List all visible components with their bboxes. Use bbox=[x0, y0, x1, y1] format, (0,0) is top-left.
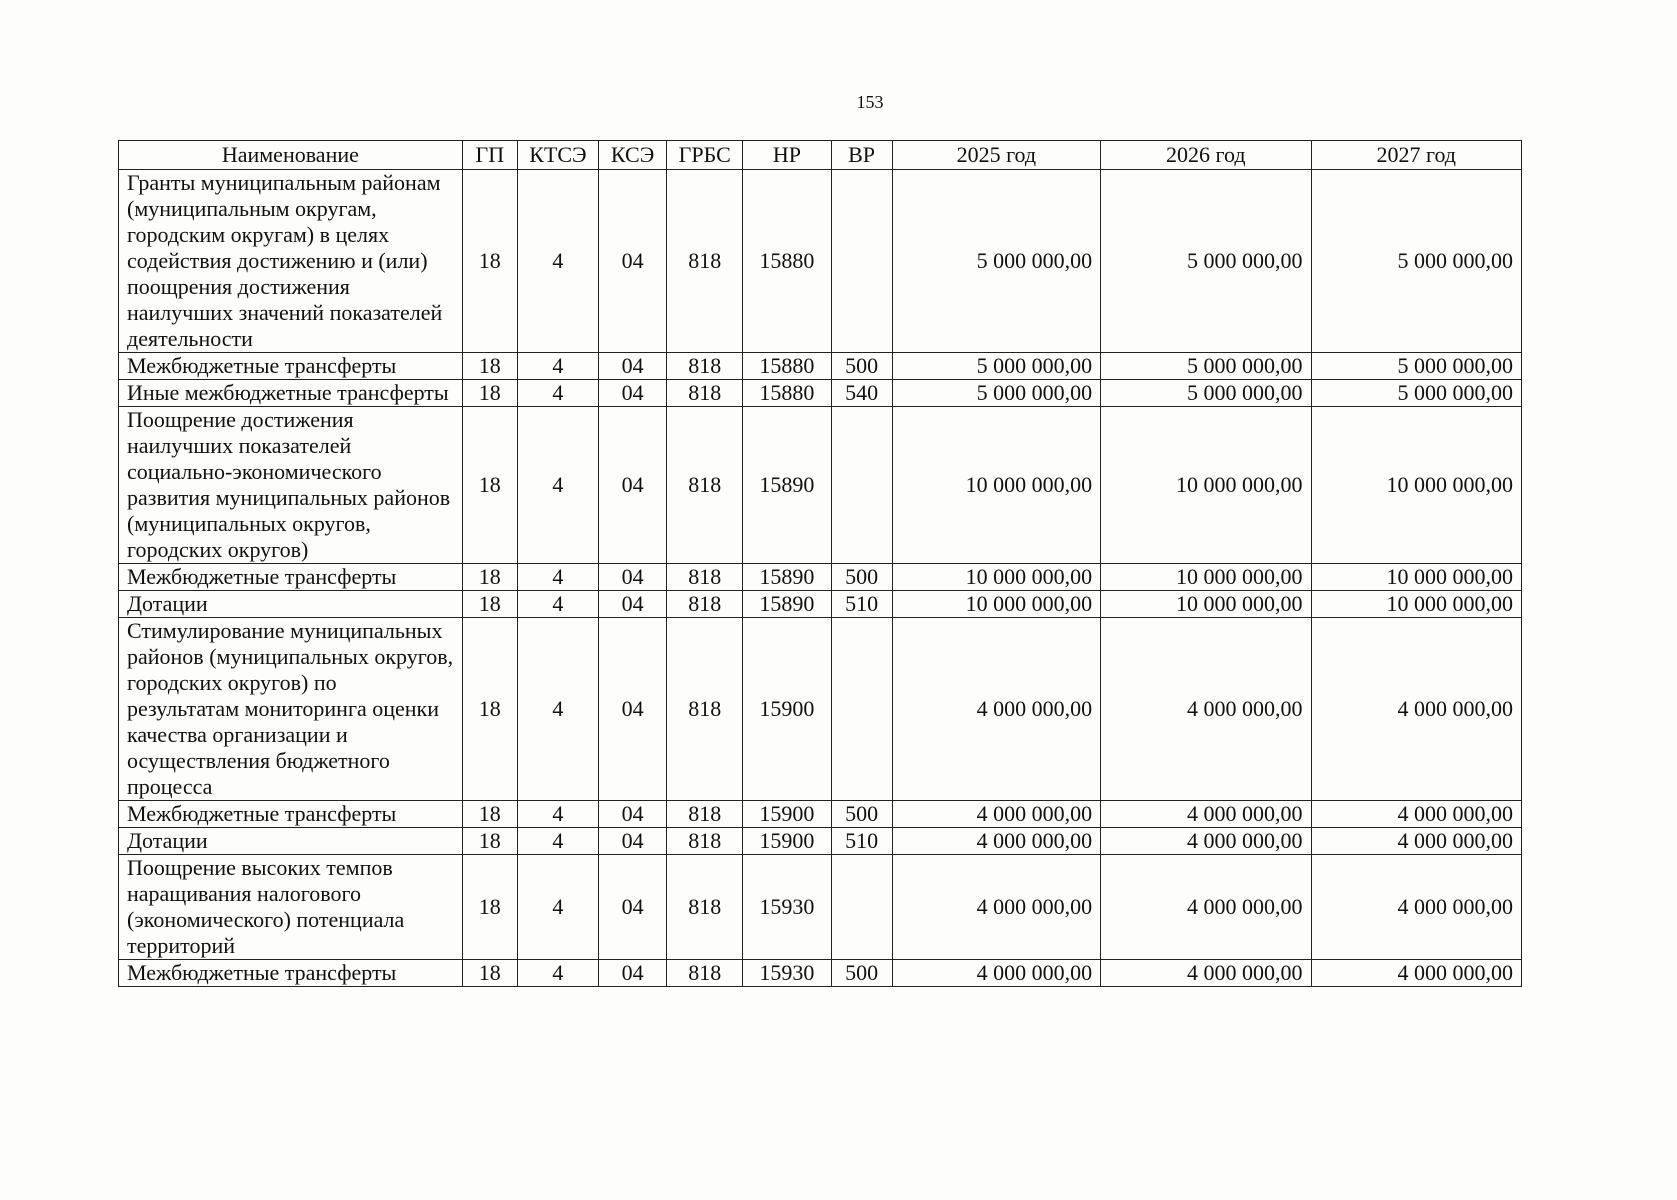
cell-name: Межбюджетные трансферты bbox=[119, 353, 463, 380]
cell-2027: 10 000 000,00 bbox=[1311, 591, 1522, 618]
cell-2026: 5 000 000,00 bbox=[1101, 170, 1311, 353]
header-2025: 2025 год bbox=[892, 141, 1100, 170]
table-row bbox=[119, 407, 1522, 564]
cell-vr bbox=[831, 618, 892, 801]
cell-2026: 10 000 000,00 bbox=[1101, 407, 1311, 564]
table-row bbox=[119, 960, 1522, 987]
cell-ktse: 4 bbox=[517, 801, 598, 828]
cell-vr: 500 bbox=[831, 353, 892, 380]
cell-name: Иные межбюджетные трансферты bbox=[119, 380, 463, 407]
cell-kse: 04 bbox=[599, 591, 667, 618]
header-kse: КСЭ bbox=[599, 141, 667, 170]
cell-vr: 500 bbox=[831, 564, 892, 591]
cell-2026: 4 000 000,00 bbox=[1101, 801, 1311, 828]
cell-2026: 10 000 000,00 bbox=[1101, 591, 1311, 618]
table-row bbox=[119, 564, 1522, 591]
cell-nr: 15880 bbox=[743, 170, 831, 353]
table-body bbox=[119, 170, 1522, 987]
cell-2025: 4 000 000,00 bbox=[892, 855, 1100, 960]
cell-nr: 15900 bbox=[743, 801, 831, 828]
cell-ktse: 4 bbox=[517, 407, 598, 564]
header-row bbox=[119, 141, 1522, 170]
cell-gp: 18 bbox=[462, 855, 517, 960]
cell-2027: 4 000 000,00 bbox=[1311, 855, 1522, 960]
cell-gp: 18 bbox=[462, 828, 517, 855]
cell-gp: 18 bbox=[462, 407, 517, 564]
cell-ktse: 4 bbox=[517, 564, 598, 591]
cell-vr: 510 bbox=[831, 828, 892, 855]
cell-grbs: 818 bbox=[667, 828, 743, 855]
cell-nr: 15880 bbox=[743, 353, 831, 380]
cell-gp: 18 bbox=[462, 591, 517, 618]
table-row bbox=[119, 855, 1522, 960]
cell-grbs: 818 bbox=[667, 960, 743, 987]
cell-nr: 15890 bbox=[743, 564, 831, 591]
cell-name: Дотации bbox=[119, 591, 463, 618]
cell-gp: 18 bbox=[462, 564, 517, 591]
cell-ktse: 4 bbox=[517, 960, 598, 987]
cell-grbs: 818 bbox=[667, 591, 743, 618]
cell-vr: 500 bbox=[831, 801, 892, 828]
cell-2026: 10 000 000,00 bbox=[1101, 564, 1311, 591]
cell-grbs: 818 bbox=[667, 353, 743, 380]
cell-grbs: 818 bbox=[667, 801, 743, 828]
header-vr: ВР bbox=[831, 141, 892, 170]
cell-name: Межбюджетные трансферты bbox=[119, 564, 463, 591]
cell-grbs: 818 bbox=[667, 618, 743, 801]
cell-grbs: 818 bbox=[667, 407, 743, 564]
cell-nr: 15890 bbox=[743, 407, 831, 564]
cell-2025: 4 000 000,00 bbox=[892, 618, 1100, 801]
cell-name: Поощрение достижения наилучших показателей социально-экономического развития муниципальных районов (муниципальных округов, городских округов) bbox=[119, 407, 463, 564]
cell-name: Межбюджетные трансферты bbox=[119, 801, 463, 828]
cell-name: Поощрение высоких темпов наращивания налогового (экономического) потенциала территорий bbox=[119, 855, 463, 960]
cell-2027: 5 000 000,00 bbox=[1311, 170, 1522, 353]
cell-kse: 04 bbox=[599, 407, 667, 564]
cell-kse: 04 bbox=[599, 380, 667, 407]
cell-2026: 5 000 000,00 bbox=[1101, 380, 1311, 407]
cell-kse: 04 bbox=[599, 170, 667, 353]
table-row bbox=[119, 170, 1522, 353]
cell-gp: 18 bbox=[462, 960, 517, 987]
table-row bbox=[119, 380, 1522, 407]
cell-2026: 4 000 000,00 bbox=[1101, 828, 1311, 855]
cell-2027: 4 000 000,00 bbox=[1311, 828, 1522, 855]
cell-2025: 4 000 000,00 bbox=[892, 960, 1100, 987]
cell-kse: 04 bbox=[599, 960, 667, 987]
cell-2027: 4 000 000,00 bbox=[1311, 618, 1522, 801]
cell-2027: 4 000 000,00 bbox=[1311, 801, 1522, 828]
cell-name: Гранты муниципальным районам (муниципальным округам, городским округам) в целях содействия достижению и (или) поощрения достижения наилучших значений показателей деятельности bbox=[119, 170, 463, 353]
cell-2027: 4 000 000,00 bbox=[1311, 960, 1522, 987]
header-ktse: КТСЭ bbox=[517, 141, 598, 170]
cell-vr bbox=[831, 407, 892, 564]
cell-vr bbox=[831, 170, 892, 353]
cell-name: Стимулирование муниципальных районов (муниципальных округов, городских округов) по результатам мониторинга оценки качества организации и осуществления бюджетного процесса bbox=[119, 618, 463, 801]
cell-nr: 15880 bbox=[743, 380, 831, 407]
header-2027: 2027 год bbox=[1311, 141, 1522, 170]
cell-gp: 18 bbox=[462, 380, 517, 407]
cell-gp: 18 bbox=[462, 618, 517, 801]
cell-kse: 04 bbox=[599, 618, 667, 801]
cell-name: Межбюджетные трансферты bbox=[119, 960, 463, 987]
cell-2025: 5 000 000,00 bbox=[892, 170, 1100, 353]
cell-vr: 540 bbox=[831, 380, 892, 407]
table-row bbox=[119, 801, 1522, 828]
cell-2025: 4 000 000,00 bbox=[892, 801, 1100, 828]
cell-2025: 5 000 000,00 bbox=[892, 353, 1100, 380]
cell-nr: 15890 bbox=[743, 591, 831, 618]
budget-table bbox=[118, 140, 1522, 987]
header-gp: ГП bbox=[462, 141, 517, 170]
cell-nr: 15900 bbox=[743, 828, 831, 855]
cell-2027: 10 000 000,00 bbox=[1311, 407, 1522, 564]
cell-ktse: 4 bbox=[517, 170, 598, 353]
cell-grbs: 818 bbox=[667, 855, 743, 960]
table-row bbox=[119, 828, 1522, 855]
table-row bbox=[119, 591, 1522, 618]
table-row bbox=[119, 353, 1522, 380]
cell-ktse: 4 bbox=[517, 828, 598, 855]
cell-gp: 18 bbox=[462, 353, 517, 380]
cell-2025: 5 000 000,00 bbox=[892, 380, 1100, 407]
cell-2027: 5 000 000,00 bbox=[1311, 353, 1522, 380]
cell-ktse: 4 bbox=[517, 618, 598, 801]
cell-vr bbox=[831, 855, 892, 960]
cell-2025: 10 000 000,00 bbox=[892, 407, 1100, 564]
cell-2027: 10 000 000,00 bbox=[1311, 564, 1522, 591]
cell-2026: 4 000 000,00 bbox=[1101, 618, 1311, 801]
cell-kse: 04 bbox=[599, 353, 667, 380]
header-nr: НР bbox=[743, 141, 831, 170]
cell-2025: 4 000 000,00 bbox=[892, 828, 1100, 855]
header-grbs: ГРБС bbox=[667, 141, 743, 170]
table-row bbox=[119, 618, 1522, 801]
cell-kse: 04 bbox=[599, 564, 667, 591]
cell-name: Дотации bbox=[119, 828, 463, 855]
cell-grbs: 818 bbox=[667, 564, 743, 591]
header-name: Наименование bbox=[119, 141, 463, 170]
cell-2025: 10 000 000,00 bbox=[892, 591, 1100, 618]
cell-gp: 18 bbox=[462, 801, 517, 828]
header-2026: 2026 год bbox=[1101, 141, 1311, 170]
cell-ktse: 4 bbox=[517, 353, 598, 380]
cell-nr: 15900 bbox=[743, 618, 831, 801]
cell-kse: 04 bbox=[599, 828, 667, 855]
cell-2025: 10 000 000,00 bbox=[892, 564, 1100, 591]
cell-kse: 04 bbox=[599, 801, 667, 828]
cell-ktse: 4 bbox=[517, 380, 598, 407]
cell-grbs: 818 bbox=[667, 380, 743, 407]
cell-2027: 5 000 000,00 bbox=[1311, 380, 1522, 407]
cell-grbs: 818 bbox=[667, 170, 743, 353]
cell-2026: 5 000 000,00 bbox=[1101, 353, 1311, 380]
cell-vr: 500 bbox=[831, 960, 892, 987]
cell-ktse: 4 bbox=[517, 855, 598, 960]
cell-gp: 18 bbox=[462, 170, 517, 353]
cell-2026: 4 000 000,00 bbox=[1101, 960, 1311, 987]
cell-kse: 04 bbox=[599, 855, 667, 960]
cell-ktse: 4 bbox=[517, 591, 598, 618]
cell-nr: 15930 bbox=[743, 960, 831, 987]
cell-vr: 510 bbox=[831, 591, 892, 618]
page-number: 153 bbox=[856, 92, 884, 112]
cell-nr: 15930 bbox=[743, 855, 831, 960]
cell-2026: 4 000 000,00 bbox=[1101, 855, 1311, 960]
